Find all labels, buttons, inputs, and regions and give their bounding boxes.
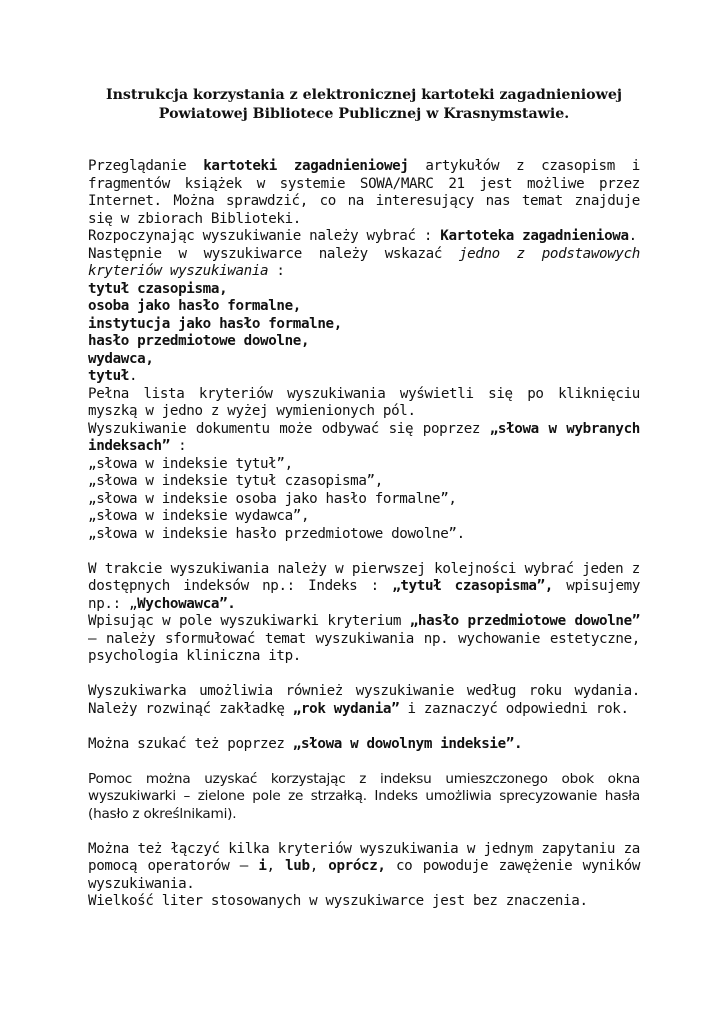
criteria-item: osoba jako hasło formalne, — [88, 298, 301, 314]
text: W trakcie wyszukiwania należy w pierwszej kolejności wybrać jeden z dostępnych indeksów np.: Indeks : — [88, 560, 640, 594]
criteria-item-last — [88, 368, 640, 386]
words-intro — [88, 421, 640, 456]
text: . — [628, 228, 637, 244]
index-item: „słowa w indeksie osoba jako hasło formalne”, — [88, 490, 457, 507]
bold-text: Wychowawca”. — [137, 595, 236, 612]
criteria-item: instytucja jako hasło formalne, — [88, 315, 342, 332]
bold-text: „tytuł czasopisma”, — [392, 578, 553, 594]
text: Można szukać też poprzez — [88, 735, 293, 752]
example-paragraph — [88, 561, 640, 614]
spacer — [88, 124, 640, 158]
index-item: „słowa w indeksie hasło przedmiotowe dowolne”. — [88, 525, 465, 542]
text: Następnie w wyszukiwarce należy wskazać — [88, 245, 459, 262]
spacer — [88, 718, 640, 736]
criteria-list — [88, 281, 640, 386]
text: : — [268, 263, 285, 279]
criteria-item: hasło przedmiotowe dowolne, — [88, 333, 310, 349]
operator-or: lub — [285, 858, 310, 874]
spacer — [88, 753, 640, 771]
text: Wyszukiwarka umożliwia również wyszukiwanie według roku wydania. Należy rozwinąć zakładkę — [88, 683, 640, 717]
bold-text: „słowa w wybranych indeksach” — [88, 420, 641, 454]
criteria-intro — [88, 246, 640, 281]
text: co powoduje zawężenie wyników wyszukiwania. — [88, 858, 641, 892]
bold-text: kartoteki zagadnieniowej — [203, 158, 409, 174]
any-index-paragraph — [88, 736, 640, 754]
text: Przeglądanie — [88, 158, 204, 174]
text: artykułów z czasopism i fragmentów książek w systemie SOWA/MARC 21 jest możliwe przez Internet. Można sprawdzić, co na interesujący nas temat znajduje się w zbiorach Biblioteki. — [88, 158, 640, 227]
title-line-2: Powiatowej Bibliotece Publicznej w Krasnymstawie. — [158, 106, 570, 122]
text: , — [266, 858, 286, 874]
text: , — [309, 858, 329, 874]
spacer — [88, 543, 640, 561]
text: – należy sformułować temat wyszukiwania np. wychowanie estetyczne, psychologia kliniczna itp. — [88, 630, 640, 664]
index-item: „słowa w indeksie tytuł”, — [88, 455, 293, 472]
italic-text: jedno z podstawowych kryteriów wyszukiwania — [88, 245, 640, 279]
spacer — [88, 666, 640, 684]
list-info: Pełna lista kryteriów wyszukiwania wyświetli się po kliknięciu myszką w jedno z wyżej wymienionych pól. — [88, 385, 640, 419]
index-list — [88, 456, 640, 544]
spacer — [88, 823, 640, 841]
text: . — [128, 368, 138, 384]
criteria-item: tytuł czasopisma, — [88, 280, 228, 297]
index-item: „słowa w indeksie wydawca”, — [88, 508, 310, 524]
instruction-line — [88, 228, 640, 246]
title-line-1: Instrukcja korzystania z elektronicznej kartoteki zagadnieniowej — [105, 87, 623, 103]
year-paragraph — [88, 683, 640, 718]
text: i zaznaczyć odpowiedni rok. — [399, 700, 629, 717]
document-title — [88, 86, 640, 124]
operator-and: i — [258, 858, 267, 874]
text: wpisujemy np.: „ — [88, 578, 641, 612]
subject-paragraph — [88, 613, 640, 666]
text: Wyszukiwanie dokumentu może odbywać się poprzez — [88, 420, 490, 437]
text: Wpisując w pole wyszukiwarki kryterium — [88, 613, 410, 629]
bold-text: „hasło przedmiotowe dowolne” — [409, 613, 640, 629]
criteria-item: tytuł — [88, 368, 129, 384]
bold-text: „słowa w dowolnym indeksie”. — [292, 735, 523, 752]
document-body — [88, 158, 640, 911]
criteria-item: wydawca, — [88, 350, 154, 367]
intro-paragraph — [88, 158, 640, 228]
case-note: Wielkość liter stosowanych w wyszukiwarce jest bez znaczenia. — [88, 893, 588, 909]
document-page — [88, 86, 640, 911]
index-item: „słowa w indeksie tytuł czasopisma”, — [88, 473, 383, 489]
text: Rozpoczynając wyszukiwanie należy wybrać : — [88, 228, 441, 244]
bold-text: „rok wydania” — [292, 700, 400, 717]
text: Można też łączyć kilka kryteriów wyszukiwania w jednym zapytaniu za pomocą operatorów – — [88, 840, 640, 874]
text: : — [169, 438, 187, 454]
operators-paragraph — [88, 841, 640, 894]
bold-text: Kartoteka zagadnieniowa — [440, 228, 629, 244]
help-paragraph: Pomoc można uzyskać korzystając z indeksu umieszczonego obok okna wyszukiwarki – zielone pole ze strzałką. Indeks umożliwia sprecyzowanie hasła (hasło z określnikami). — [88, 770, 640, 822]
operator-except: oprócz, — [328, 858, 386, 874]
